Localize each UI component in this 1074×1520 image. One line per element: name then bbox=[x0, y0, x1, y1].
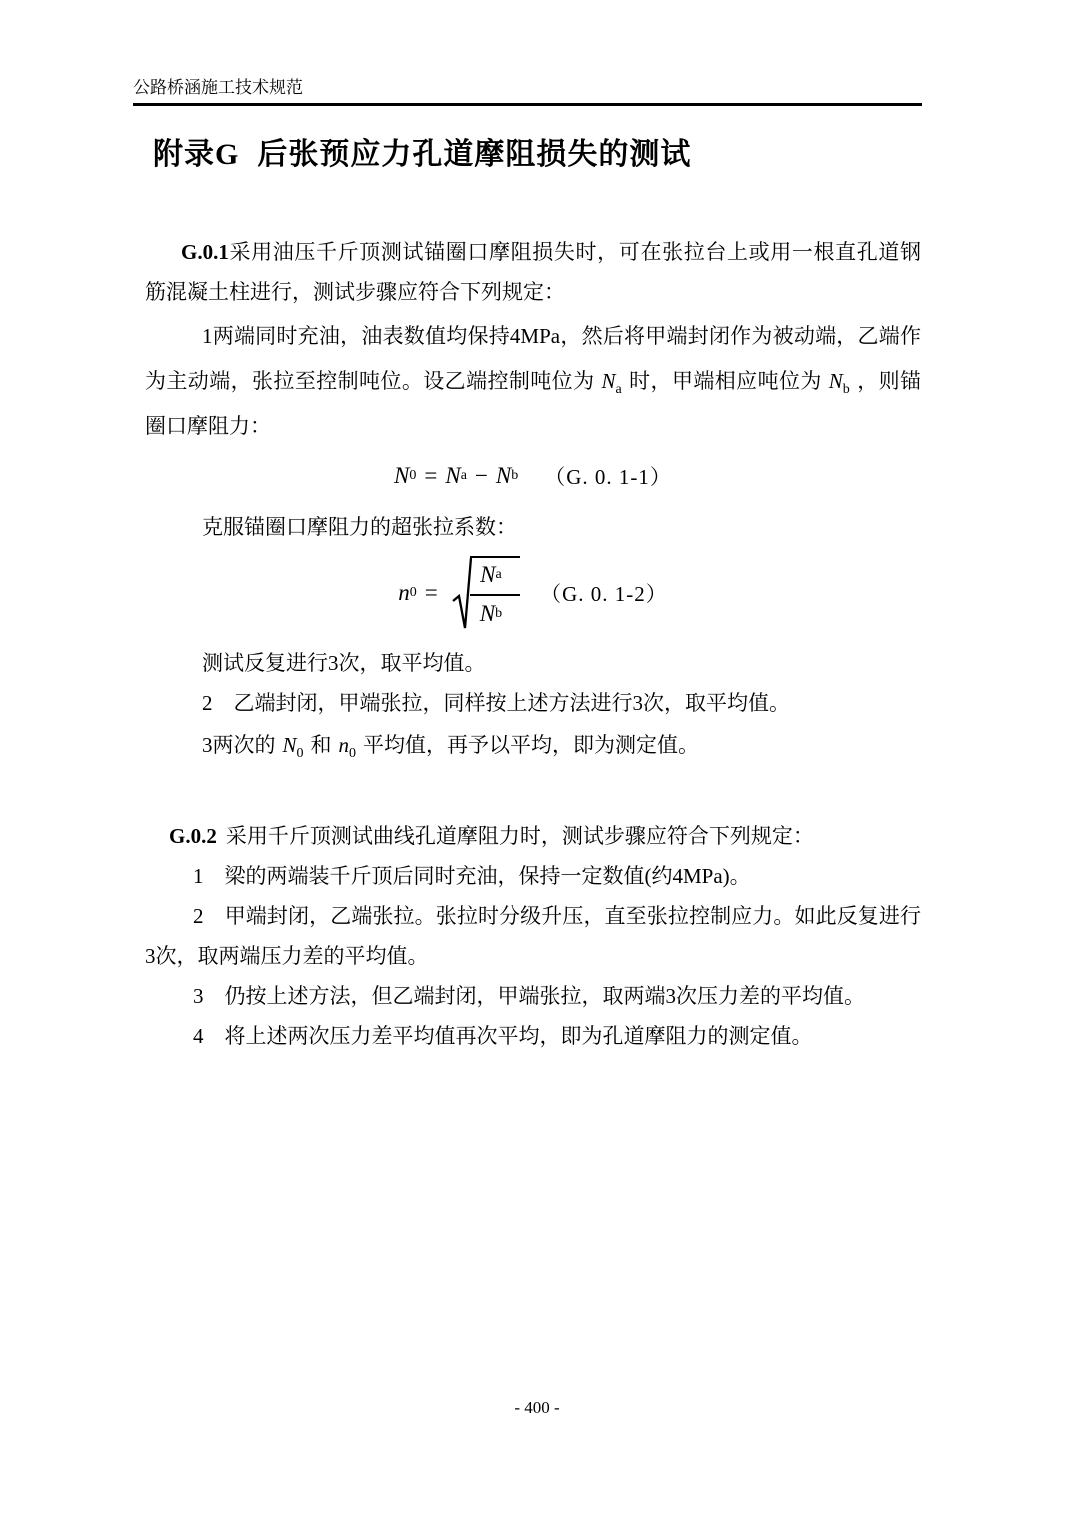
appendix-title bbox=[153, 134, 921, 176]
var-n0: n bbox=[398, 580, 410, 605]
var-Nb: N bbox=[479, 600, 496, 626]
var-Na: N bbox=[445, 463, 461, 488]
formula2-expression: n 0 = N a N b bbox=[398, 556, 520, 631]
var-Na: N bbox=[601, 369, 616, 393]
appendix-title-text: 后张预应力孔道摩阻损失的测试 bbox=[257, 138, 692, 171]
clause-g02-item4: 4 将上述两次压力差平均值再次平均，即为孔道摩阻力的测定值。 bbox=[193, 1024, 813, 1048]
fraction bbox=[470, 556, 520, 631]
square-root bbox=[452, 556, 520, 631]
clause-g02-intro bbox=[145, 816, 921, 856]
item3-text-2: 和 bbox=[310, 733, 332, 757]
var-Nb: N bbox=[828, 369, 843, 393]
equals-sign: = bbox=[424, 463, 438, 488]
page-content bbox=[145, 134, 921, 1056]
formula1-number: （G. 0. 1-1） bbox=[544, 465, 672, 489]
item3-text-1: 3两次的 bbox=[202, 733, 276, 757]
clause-g02-item3: 3 仍按上述方法，但乙端封闭，甲端张拉，取两端3次压力差的平均值。 bbox=[193, 984, 865, 1008]
item1-text-3: ，则锚圈口摩阻力： bbox=[145, 369, 922, 438]
var-n0-subscript: 0 bbox=[349, 746, 357, 762]
formula1-expression: N 0 = N a − N b bbox=[394, 463, 519, 488]
clause-g02-item2: 2 甲端封闭，乙端张拉。张拉时分级升压，直至张拉控制应力。如此反复进行3次，取两端压力差的平均值。 bbox=[145, 904, 921, 968]
clause-g01-item3 bbox=[145, 723, 921, 768]
formula-g-0-1-1 bbox=[145, 455, 921, 497]
var-Na: N bbox=[480, 561, 496, 587]
fraction-numerator: N a bbox=[470, 558, 520, 596]
var-N0-subscript: 0 bbox=[296, 746, 304, 762]
equals-sign: = bbox=[424, 580, 438, 605]
clause-g01-intro-text: 采用油压千斤顶测试锚圈口摩阻损失时，可在张拉台上或用一根直孔道钢筋混凝土柱进行，测试步骤应符合下列规定： bbox=[145, 240, 921, 304]
item1-text-2: 时，甲端相应吨位为 bbox=[628, 369, 822, 393]
page-number: - 400 - bbox=[514, 1398, 560, 1417]
page-header bbox=[133, 78, 922, 106]
clause-g01-item1 bbox=[145, 314, 921, 449]
var-N0: N bbox=[282, 733, 297, 757]
fraction-denominator: N b bbox=[470, 596, 520, 631]
repeat-line: 测试反复进行3次，取平均值。 bbox=[202, 651, 486, 675]
minus-sign: − bbox=[474, 463, 488, 488]
overtension-line: 克服锚圈口摩阻力的超张拉系数： bbox=[202, 515, 517, 539]
clause-g01-label: G.0.1 bbox=[181, 240, 229, 264]
clause-g01-item2: 2 乙端封闭，甲端张拉，同样按上述方法进行3次，取平均值。 bbox=[202, 691, 790, 715]
formula-g-0-1-2 bbox=[145, 549, 921, 637]
var-N0: N bbox=[394, 463, 410, 488]
spec-title: 公路桥涵施工技术规范 bbox=[133, 78, 303, 97]
item3-text-3: 平均值，再予以平均，即为测定值。 bbox=[363, 733, 700, 757]
clause-g02-item1: 1 梁的两端装千斤顶后同时充油，保持一定数值(约4MPa)。 bbox=[193, 864, 751, 888]
formula2-number: （G. 0. 1-2） bbox=[540, 582, 668, 606]
var-n0: n bbox=[338, 733, 350, 757]
var-Nb: N bbox=[495, 463, 512, 488]
var-Na-subscript: a bbox=[615, 382, 622, 398]
radical-sign-icon bbox=[452, 556, 472, 631]
var-Nb-subscript: b bbox=[842, 382, 850, 398]
clause-g02-intro-text: 采用千斤顶测试曲线孔道摩阻力时，测试步骤应符合下列规定： bbox=[225, 824, 814, 848]
clause-g01-intro bbox=[145, 232, 921, 312]
clause-g02-label: G.0.2 bbox=[169, 824, 217, 848]
appendix-label: 附录G bbox=[153, 138, 240, 171]
item1-text-1: 1两端同时充油，油表数值均保持4MPa，然后将甲端封闭作为被动端，乙端作为主动端，张拉至控制吨位。设乙端控制吨位为 bbox=[145, 324, 921, 393]
